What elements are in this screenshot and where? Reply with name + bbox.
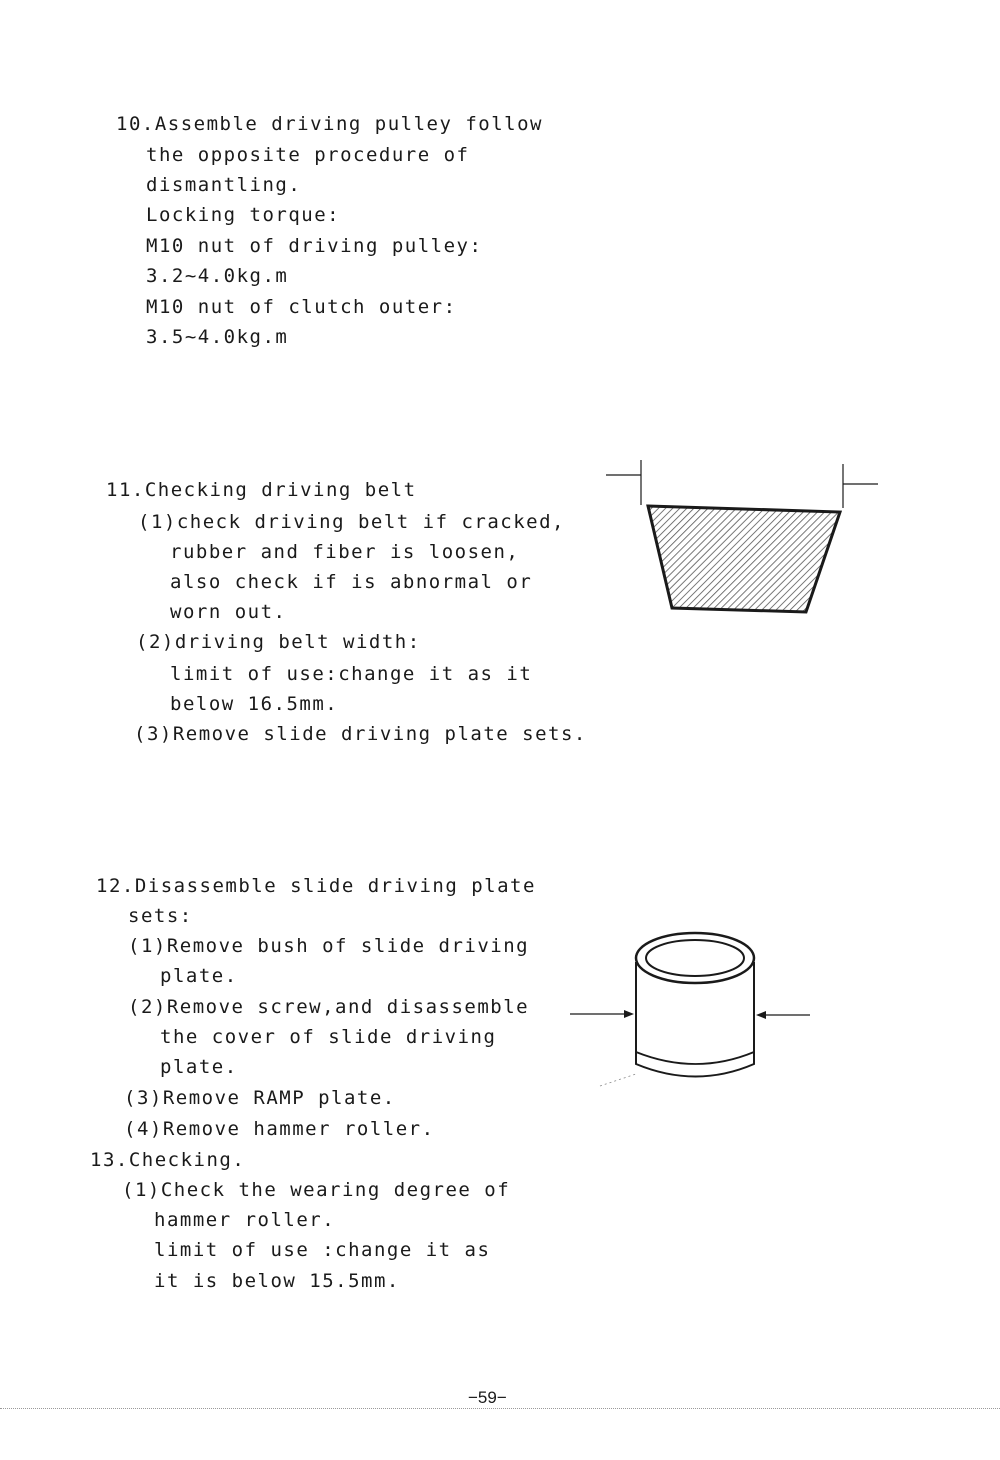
hammer-roller-diagram: [566, 924, 816, 1094]
belt-cross-section-diagram: [596, 450, 886, 630]
step-10-line: M10 nut of clutch outer:: [146, 296, 457, 318]
step-13-item-1: (1)Check the wearing degree of: [122, 1179, 511, 1201]
step-12-title-continued: sets:: [128, 905, 193, 927]
step-12-item-1-line: plate.: [160, 965, 238, 987]
step-11-item-1: (1)check driving belt if cracked,: [138, 511, 565, 533]
step-10-line: dismantling.: [146, 174, 302, 196]
step-12-item-4: (4)Remove hammer roller.: [124, 1118, 435, 1140]
step-10-line: the opposite procedure of: [146, 144, 470, 166]
hammer-roller-svg: [566, 924, 816, 1094]
step-11-item-1-line: also check if is abnormal or: [170, 571, 533, 593]
step-11-item-2-line: below 16.5mm.: [170, 693, 339, 715]
page-number: −59−: [468, 1388, 507, 1407]
step-12-item-1: (1)Remove bush of slide driving: [128, 935, 530, 957]
step-12-title: 12.Disassemble slide driving plate: [96, 875, 536, 897]
step-13-item-1-line: limit of use :change it as: [154, 1239, 491, 1261]
step-11-item-3: (3)Remove slide driving plate sets.: [134, 723, 587, 745]
step-11-item-2: (2)driving belt width:: [136, 631, 421, 653]
step-13-item-1-line: it is below 15.5mm.: [154, 1270, 400, 1292]
step-10-line: 3.2~4.0kg.m: [146, 265, 289, 287]
step-13-item-1-line: hammer roller.: [154, 1209, 336, 1231]
step-12-item-3: (3)Remove RAMP plate.: [124, 1087, 396, 1109]
step-10-line: M10 nut of driving pulley:: [146, 235, 483, 257]
step-12-item-2-line: plate.: [160, 1056, 238, 1078]
step-11-item-1-line: worn out.: [170, 601, 287, 623]
step-12-item-2: (2)Remove screw,and disassemble: [128, 996, 530, 1018]
belt-section-svg: [596, 450, 886, 630]
step-10-title: 10.Assemble driving pulley follow: [116, 113, 543, 135]
step-11-item-2-line: limit of use:change it as it: [170, 663, 533, 685]
step-11-item-1-line: rubber and fiber is loosen,: [170, 541, 520, 563]
step-12-item-2-line: the cover of slide driving: [160, 1026, 497, 1048]
step-11-title: 11.Checking driving belt: [106, 479, 417, 501]
footer-divider: [0, 1408, 1000, 1409]
step-10-line: 3.5~4.0kg.m: [146, 326, 289, 348]
step-10-line: Locking torque:: [146, 204, 341, 226]
step-13-title: 13.Checking.: [90, 1149, 246, 1171]
